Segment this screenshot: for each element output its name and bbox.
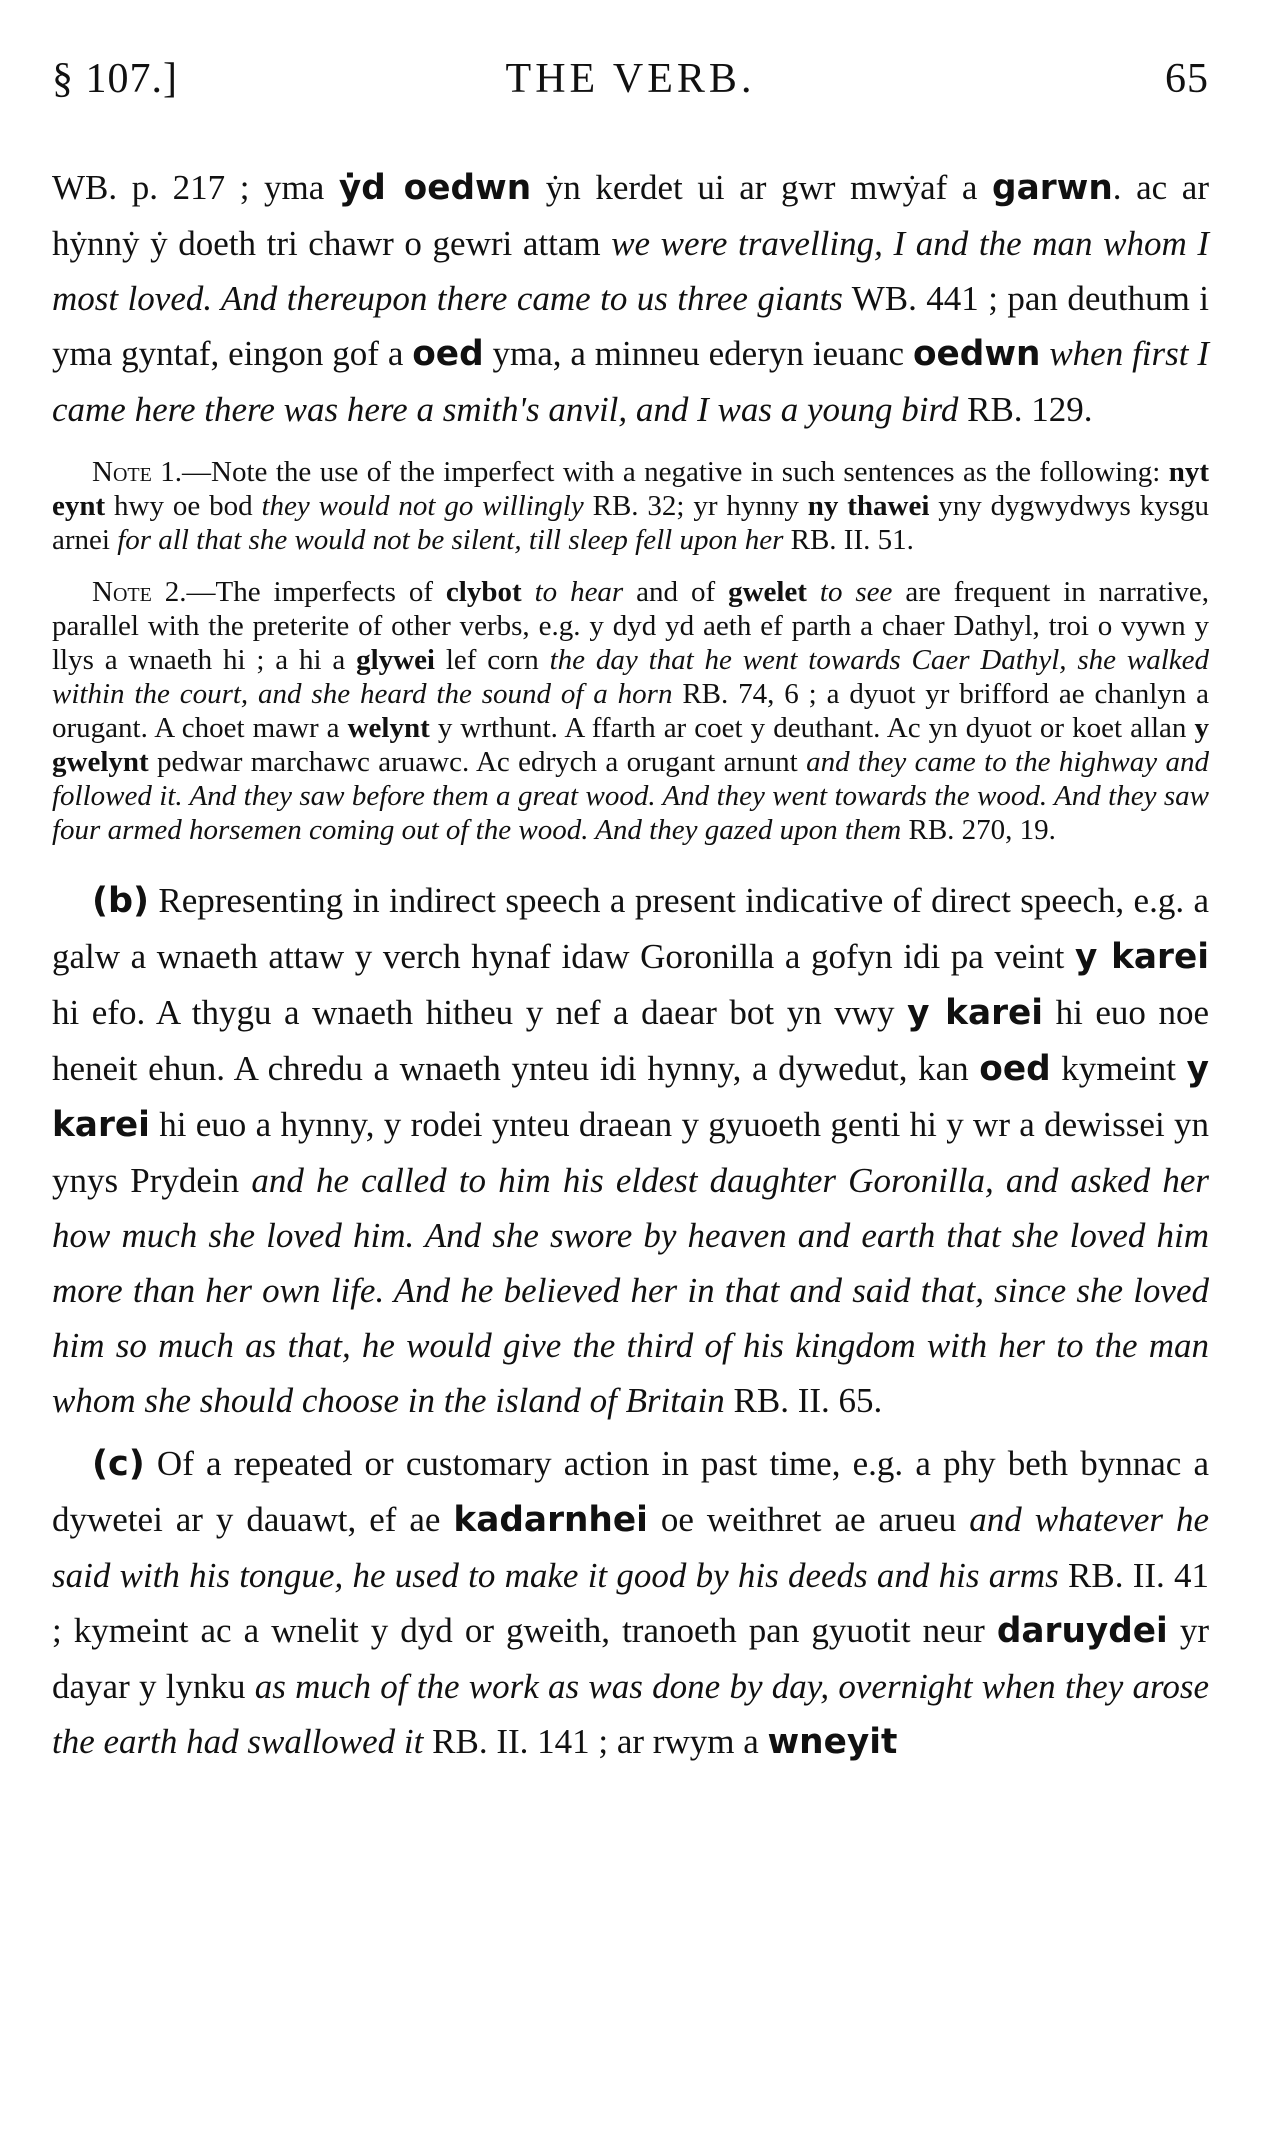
text-run: yny dygwydwys kysgu arnei [52,490,1209,556]
section-reference: § 107.] [52,56,178,102]
text-run: RB. 270, 19. [901,814,1056,846]
text-run: RB. II. 41 ; kymeint ac a wnelit y dyd or gweith, tranoeth pan gyuotit neur [52,1556,1209,1650]
text-run: glywei [356,644,435,676]
text-run: RB. II. 51. [783,524,914,556]
text-run: Of a repeated or customary action in past time, e.g. a phy beth bynnac a dywetei ar y dauawt, ef ae [52,1444,1209,1539]
text-run: . ac ar hẏnnẏ ẏ doeth tri chawr o gewri attam [52,168,1209,263]
text-run: and he called to him his eldest daughter Goronilla, and asked her how much she loved him. And she swore by heaven and earth that she loved him more than her own life. And he believed her in that and said that, since she loved him so much as that, he would give the third of his kingdom with her to the man whom she should choose in the island of Britain [52,1161,1209,1420]
text-run: pedwar marchawc aruawc. Ac edrych a orugant arnunt [148,746,807,778]
text-run: they would not go willingly [261,490,584,522]
text-run: ny thawei [807,490,930,522]
text-run: hi euo noe heneit ehun. A chredu a wnaeth ynteu idi hynny, a dywedut, kan [52,993,1210,1088]
note-label: Note 1. [92,456,183,488]
subsection-marker: (b) [92,881,150,921]
text-run: y karei [907,993,1044,1033]
text-run: garwn [992,168,1113,208]
paragraph-b [52,873,1209,1428]
text-run: RB. 32; yr hynny [583,490,808,522]
paragraph-continued [52,160,1209,437]
subsection-marker: (c) [92,1444,145,1484]
note-label: Note 2. [92,576,187,608]
text-run: Representing in indirect speech a present indicative of direct speech, e.g. a galw a wnaeth attaw y verch hynaf idaw Goronilla a gofyn idi pa veint [52,881,1209,976]
note-2 [52,575,1209,847]
text-run: WB. p. 217 ; yma [52,168,339,207]
text-run: oed [412,334,484,374]
text-run: —The imperfects of [186,576,446,608]
text-run: when first I came here there was here a smith's anvil, and I was a young bird [52,334,1210,429]
page-number: 65 [1165,56,1209,102]
text-run: we were travelling, I and the man whom I most loved. And thereupon there came to us three giants [52,224,1209,318]
text-run: RB. II. 65. [724,1381,883,1420]
text-run: for all that she would not be silent, till sleep fell upon her [117,524,784,556]
text-run: daruydei [996,1611,1168,1651]
text-run: RB. 74, 6 ; a dyuot yr brifford ae chanlyn a orugant. A choet mawr a [52,678,1210,744]
text-run: nyt eynt [52,456,1209,522]
text-run: hi euo a hynny, y rodei ynteu draean y gyuoeth genti hi y wr a dewissei yn ynys Prydein [52,1105,1209,1200]
text-run: y wrthunt. A ffarth ar coet y deuthant. Ac yn dyuot or koet allan [429,712,1195,744]
text-run: and of [623,576,729,608]
chapter-title: THE VERB. [505,56,756,102]
text-run: yma, a minneu ederyn ieuanc [483,334,913,373]
text-run: y gwelynt [52,712,1209,778]
running-header [52,55,1209,115]
note-1 [52,455,1209,557]
text-run: —Note the use of the imperfect with a negative in such sentences as the following: [182,456,1169,488]
text-run: oe weithret ae arueu [647,1500,970,1539]
text-run: the day that he went towards Caer Dathyl, she walked within the court, and she heard the sound of a horn [52,644,1209,710]
text-run: y karei [1074,937,1209,977]
text-run: are frequent in narrative, parallel with the preterite of other verbs, e.g. y dyd yd aeth ef parth a chaer Dathyl, troi o vywn y llys a wnaeth hi ; a hi a [52,576,1210,676]
text-run: and whatever he said with his tongue, he used to make it good by his deeds and his arms [52,1500,1210,1595]
text-run: and they came to the highway and followed it. And they saw before them a great wood. And they went towards the wood. And they saw four armed horsemen coming out of the wood. And they gazed upon them [52,746,1209,846]
text-run: wneyit [767,1722,898,1762]
text-run: as much of the work as was done by day, overnight when they arose the earth had swallowed it [52,1667,1209,1761]
text-run: hwy oe bod [105,490,262,522]
text-run: RB. II. 141 ; ar rwym a [423,1722,768,1761]
text-run: yr dayar y lynku [52,1611,1209,1706]
text-run: hi efo. A thygu a wnaeth hitheu y nef a daear bot yn vwy [52,993,908,1032]
spacer [52,847,1209,865]
text-run: RB. 129. [958,390,1093,429]
text-run: welynt [347,712,430,744]
page-body [52,160,1209,1770]
text-run: kadarnhei [453,1500,648,1540]
text-run: kymeint [1050,1049,1187,1088]
text-run: to see [819,576,893,608]
text-run: y karei [52,1049,1209,1145]
text-run: oedwn [912,334,1041,374]
text-run [1040,334,1049,373]
text-run: clybot [445,576,522,608]
text-run [807,576,820,608]
text-run [522,576,535,608]
text-run: oed [979,1049,1051,1089]
paragraph-c [52,1436,1209,1770]
text-run: lef corn [435,644,550,676]
text-run: ẏn kerdet ui ar gwr mwẏaf a [531,168,993,207]
text-run: WB. 441 ; pan deuthum i yma gyntaf, eingon gof a [52,279,1210,373]
text-run: ẏd oedwn [338,168,532,208]
text-run: to hear [534,576,624,608]
text-run: gwelet [728,576,807,608]
